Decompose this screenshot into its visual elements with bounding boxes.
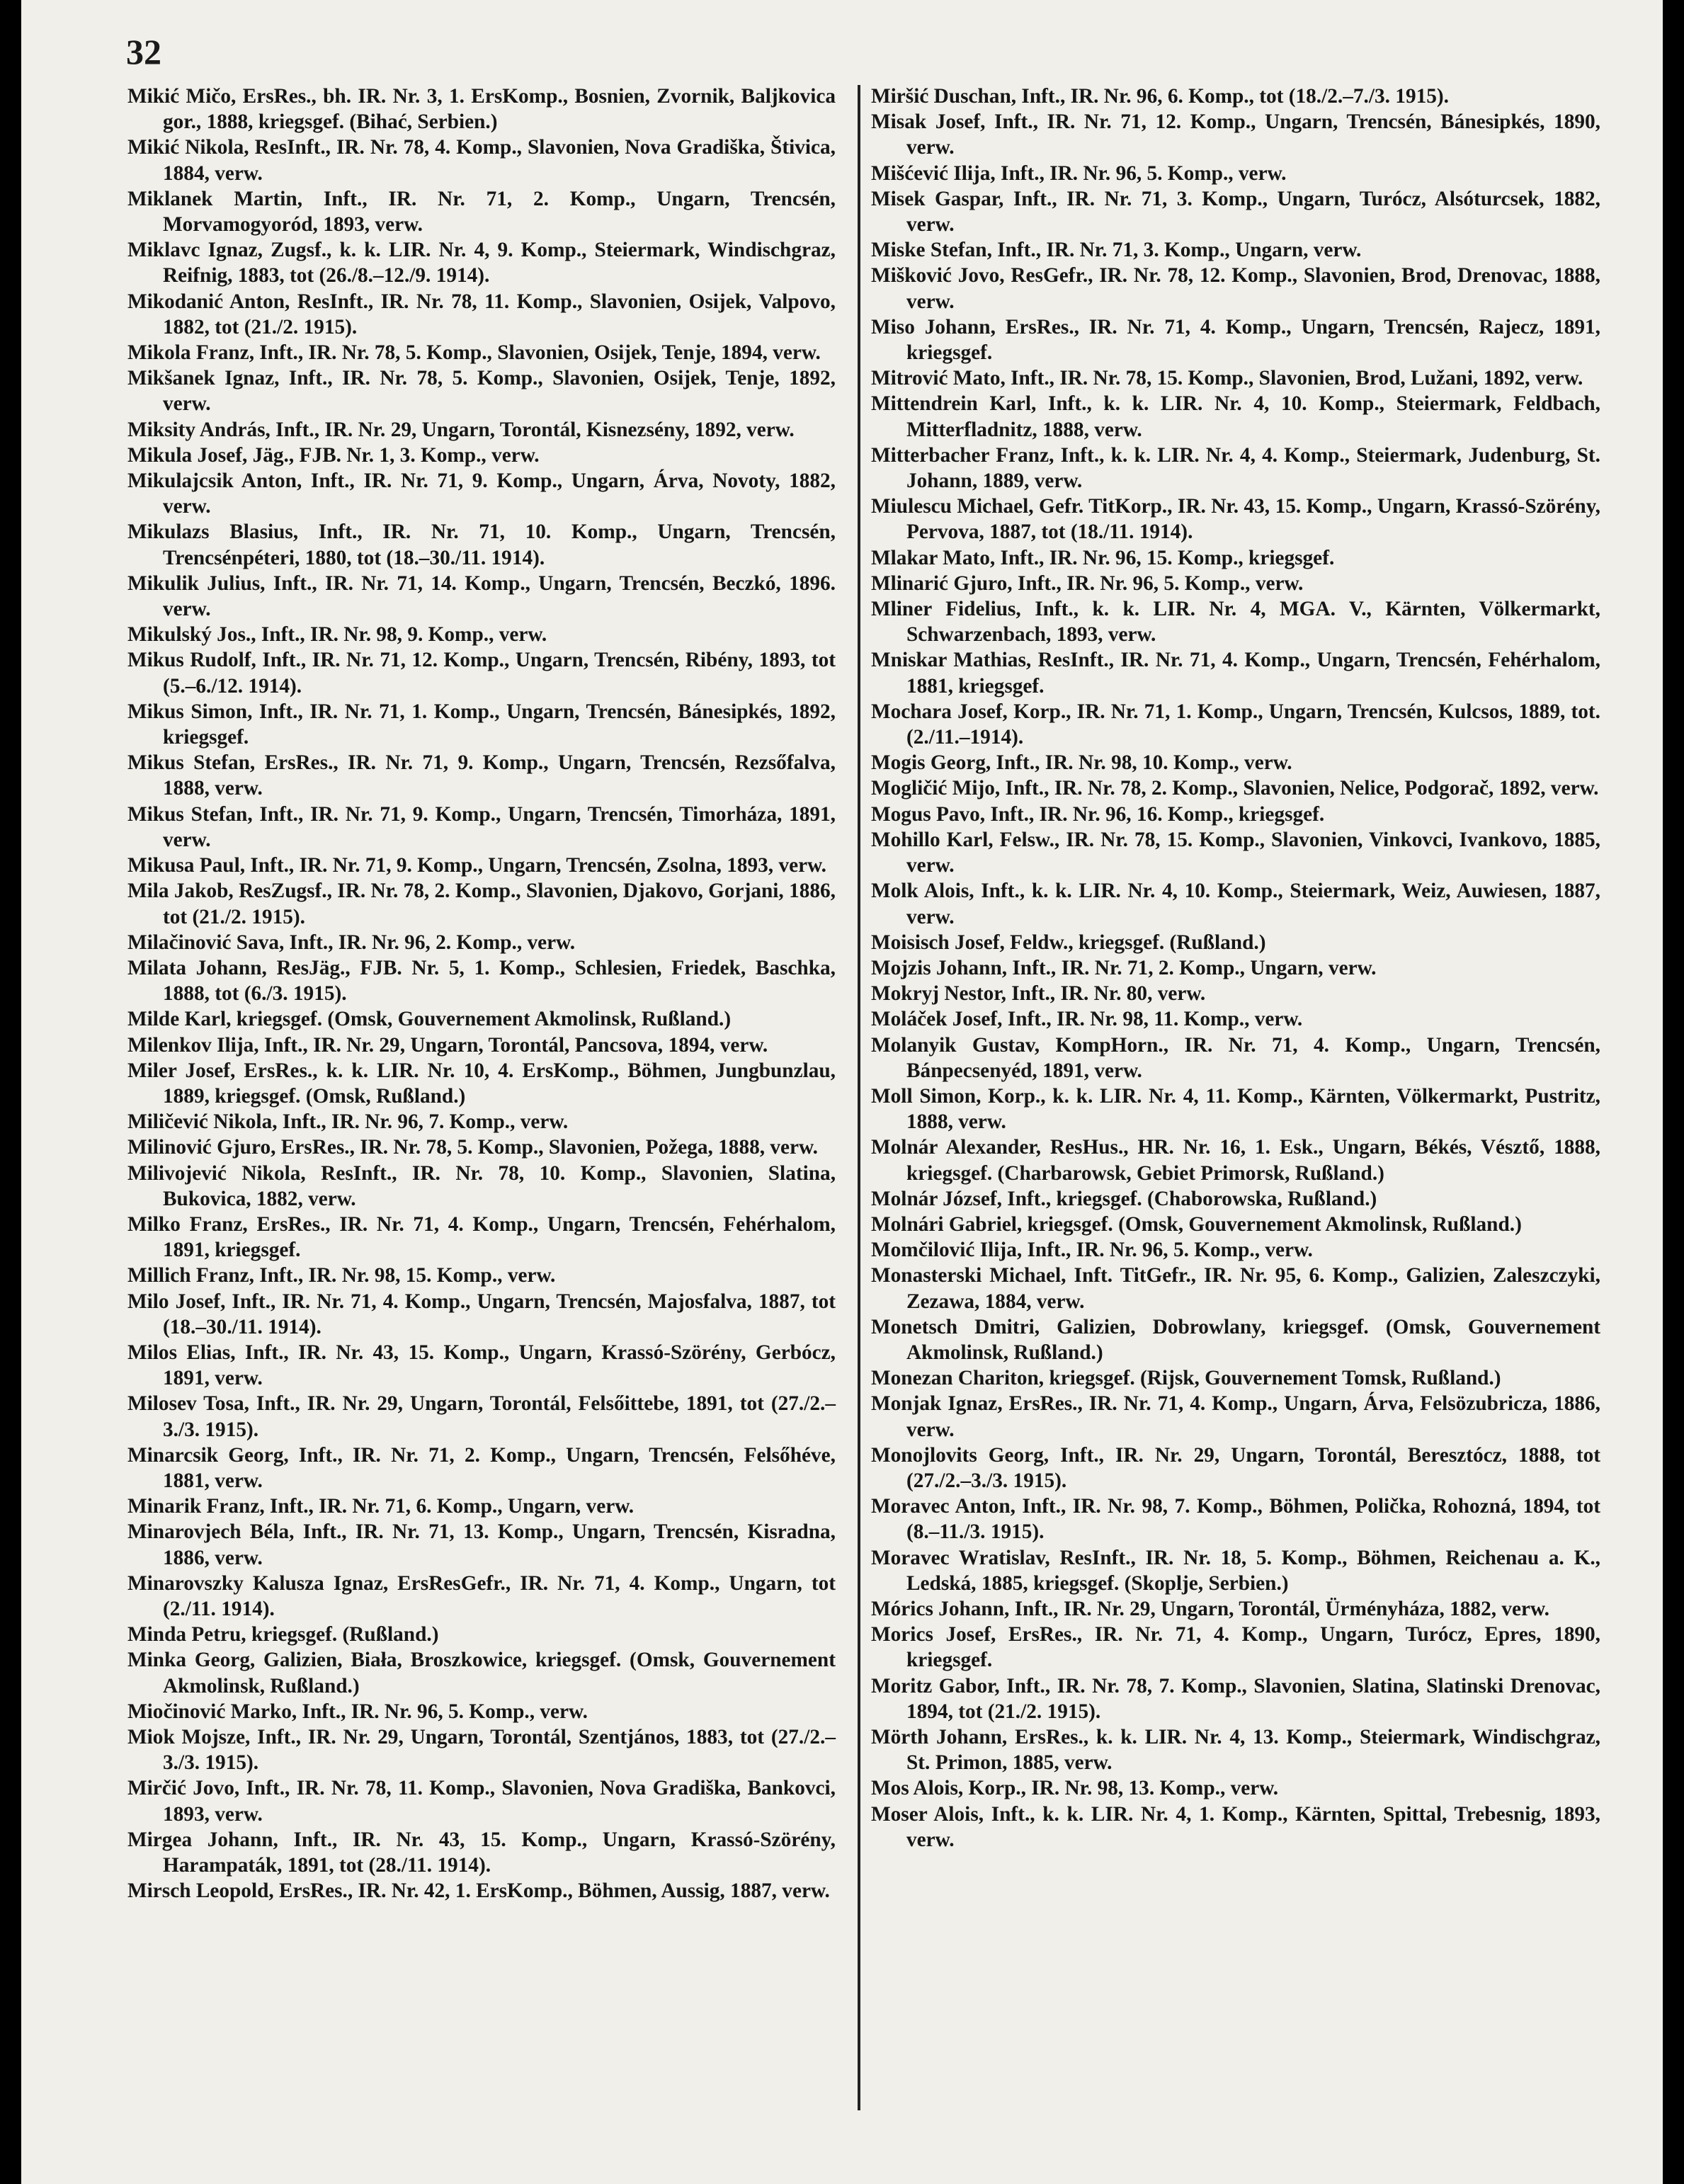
- entry-details: Inft., IR. Nr. 71, 3. Komp., Ungarn, Turócz, Alsóturcsek, 1882, verw.: [906, 187, 1600, 237]
- entry-name: Mikus Simon,: [127, 700, 253, 723]
- list-entry: [871, 1724, 1600, 1775]
- entry-name: Mikulajcsik Anton,: [127, 470, 302, 493]
- list-entry: [127, 1622, 836, 1647]
- list-entry: [871, 955, 1600, 981]
- entry-name: Momčilović Ilija,: [871, 1239, 1023, 1262]
- entry-name: Molnár József,: [871, 1187, 1002, 1210]
- list-entry: [127, 955, 836, 1006]
- entry-name: Monojlovits Georg,: [871, 1443, 1049, 1467]
- list-entry: [871, 1443, 1600, 1494]
- entry-name: Moritz Gabor,: [871, 1674, 1000, 1697]
- list-entry: [871, 314, 1600, 365]
- entry-name: Miulescu Michael,: [871, 495, 1034, 518]
- list-entry: [871, 930, 1600, 955]
- list-entry: [871, 1802, 1600, 1853]
- list-entry: [871, 775, 1600, 801]
- entry-name: Mogličić Mijo,: [871, 777, 1001, 800]
- entry-details: Inft., IR. Nr. 96, 5. Komp., verw.: [297, 1700, 588, 1723]
- entry-name: Morics Josef,: [871, 1623, 996, 1646]
- list-entry: [127, 1878, 836, 1904]
- entry-details: Inft., IR. Nr. 71, 9. Komp., Ungarn, Árva, Novoty, 1882, verw.: [163, 470, 836, 518]
- list-entry: [871, 545, 1600, 571]
- entry-name: Mórics Johann,: [871, 1597, 1010, 1620]
- list-entry: [127, 571, 836, 622]
- entry-details: ErsResGefr., IR. Nr. 71, 4. Komp., Ungarn, tot (2./11. 1914).: [163, 1571, 836, 1620]
- entry-name: Millich Franz,: [127, 1264, 254, 1287]
- list-entry: [871, 1263, 1600, 1314]
- list-entry: [127, 237, 836, 288]
- entry-name: Moravec Anton,: [871, 1495, 1015, 1518]
- list-entry: [871, 596, 1600, 647]
- list-entry: [127, 1724, 836, 1775]
- entry-name: Mikodanić Anton,: [127, 290, 290, 313]
- entry-details: Inft., k. k. LIR. Nr. 4, 10. Komp., Steiermark, Feldbach, Mitterfladnitz, 1888, verw.: [906, 392, 1600, 441]
- list-entry: [871, 161, 1600, 186]
- entry-details: kriegsgef. (Omsk, Gouvernement Akmolinsk, Rußland.): [1022, 1212, 1522, 1236]
- entry-name: Minarovszky Kalusza Ignaz,: [127, 1571, 389, 1595]
- entry-name: Monezan Chariton,: [871, 1367, 1045, 1390]
- entry-details: Inft., IR. Nr. 78, 2. Komp., Slavonien, Nelice, Podgorač, 1892, verw.: [1000, 777, 1599, 800]
- list-entry: [871, 1365, 1600, 1391]
- page-number: 32: [126, 32, 161, 72]
- entry-details: Inft., IR. Nr. 29, Ungarn, Torontál, Beresztócz, 1888, tot (27./2.–3./3. 1915).: [906, 1443, 1600, 1492]
- entry-details: ErsRes., k. k. LIR. Nr. 10, 4. ErsKomp., Böhmen, Jungbunzlau, 1889, kriegsgef. (Omsk, Rußland.): [163, 1059, 836, 1108]
- entry-name: Mogis Georg,: [871, 751, 991, 775]
- list-entry: [127, 930, 836, 955]
- entry-name: Molk Alois,: [871, 880, 974, 903]
- entry-details: Inft., IR. Nr. 71, 1. Komp., Ungarn, Trencsén, Bánesipkés, 1892, kriegsgef.: [163, 700, 836, 749]
- entry-details: ErsRes., IR. Nr. 71, 4. Komp., Ungarn, Trencsén, Fehérhalom, 1891, kriegsgef.: [163, 1212, 836, 1262]
- entry-details: ResInft., IR. Nr. 78, 10. Komp., Slavonien, Slatina, Bukovica, 1882, verw.: [163, 1161, 836, 1210]
- entry-name: Mitrović Mato,: [871, 367, 1006, 390]
- entry-name: Miličević Nikola,: [127, 1110, 278, 1134]
- entry-name: Miklanek Martin,: [127, 187, 303, 210]
- list-entry: [871, 237, 1600, 263]
- entry-name: Moisisch Josef,: [871, 931, 1005, 954]
- list-entry: [871, 1186, 1600, 1212]
- entry-name: Mikić Mičo,: [127, 85, 237, 108]
- list-entry: [871, 878, 1600, 929]
- entry-details: Korp., IR. Nr. 98, 13. Komp., verw.: [963, 1777, 1279, 1800]
- entry-name: Mokryj Nestor,: [871, 982, 1006, 1006]
- list-entry: [871, 1212, 1600, 1237]
- entry-details: ResInft., IR. Nr. 78, 4. Komp., Slavonien, Nova Gradiška, Štivica, 1884, verw.: [163, 136, 836, 185]
- list-entry: [871, 571, 1600, 596]
- entry-name: Miršić Duschan,: [871, 85, 1017, 108]
- entry-name: Mikić Nikola,: [127, 136, 249, 159]
- entry-name: Moser Alois,: [871, 1802, 984, 1826]
- entry-name: Minarcsik Georg,: [127, 1443, 289, 1467]
- entry-details: Inft., IR. Nr. 96, 5. Komp., verw.: [1022, 1239, 1313, 1262]
- entry-details: Zugsf., k. k. LIR. Nr. 4, 9. Komp., Steiermark, Windischgraz, Reifnig, 1883, tot (26./8.–12./9. 1914).: [163, 239, 836, 288]
- entry-name: Milačinović Sava,: [127, 931, 285, 954]
- entry-details: Inft., k. k. LIR. Nr. 4, 10. Komp., Steiermark, Weiz, Auwiesen, 1887, verw.: [906, 880, 1600, 928]
- list-entry: [127, 878, 836, 929]
- entry-details: Inft., IR. Nr. 96, 16. Komp., kriegsgef.: [985, 802, 1325, 826]
- entry-details: Inft., IR. Nr. 96, 5. Komp., verw.: [1012, 571, 1304, 595]
- entry-details: ErsRes., bh. IR. Nr. 3, 1. ErsKomp., Bosnien, Zvornik, Baljkovica gor., 1888, kriegsgef. (Bihać, Serbien.): [163, 85, 836, 134]
- list-entry: [127, 1006, 836, 1032]
- entry-name: Miler Josef,: [127, 1059, 236, 1082]
- entry-name: Misak Josef,: [871, 110, 986, 134]
- list-entry: [871, 1084, 1600, 1134]
- entry-name: Miske Stefan,: [871, 239, 992, 262]
- entry-name: Mikulský Jos.,: [127, 623, 256, 647]
- entry-details: Inft., IR. Nr. 71, 4. Komp., Ungarn, Trencsén, Majosfalva, 1887, tot (18.–30./11. 1914).: [163, 1290, 836, 1338]
- entry-name: Mochara Josef,: [871, 700, 1008, 723]
- entry-details: Inft., IR. Nr. 71, 12. Komp., Ungarn, Trencsén, Bánesipkés, 1890, verw.: [906, 110, 1600, 159]
- entry-details: Korp., k. k. LIR. Nr. 4, 11. Komp., Kärnten, Völkermarkt, Pustritz, 1888, verw.: [906, 1084, 1600, 1134]
- right-column: [871, 84, 1600, 1853]
- entry-name: Mitterbacher Franz,: [871, 443, 1054, 467]
- entry-name: Monasterski Michael,: [871, 1264, 1066, 1287]
- entry-details: ErsRes., IR. Nr. 78, 5. Komp., Slavonien, Požega, 1888, verw.: [275, 1136, 818, 1159]
- list-entry: [127, 647, 836, 698]
- entry-details: Inft., IR. Nr. 78, 5. Komp., Slavonien, Osijek, Tenje, 1892, verw.: [163, 367, 836, 416]
- entry-details: Inft., IR. Nr. 71, 10. Komp., Ungarn, Trencsén, Trencsénpéteri, 1880, tot (18.–30./11. 1914).: [163, 521, 836, 569]
- entry-name: Milos Elias,: [127, 1341, 236, 1364]
- entry-name: Monetsch Dmitri,: [871, 1315, 1040, 1338]
- list-entry: [127, 84, 836, 135]
- entry-name: Mikola Franz,: [127, 341, 255, 365]
- entry-name: Mikulazs Blasius,: [127, 521, 299, 544]
- list-entry: [127, 853, 836, 878]
- entry-name: Miočinović Marko,: [127, 1700, 297, 1723]
- list-entry: [871, 186, 1600, 237]
- entry-name: Minda Petru,: [127, 1623, 246, 1646]
- entry-details: Inft., IR. Nr. 98, 10. Komp., verw.: [991, 751, 1292, 775]
- list-entry: [871, 750, 1600, 775]
- entry-details: ResJäg., FJB. Nr. 5, 1. Komp., Schlesien, Friedek, Baschka, 1888, tot (6./3. 1915).: [163, 956, 836, 1006]
- list-entry: [127, 1161, 836, 1212]
- entry-details: ErsRes., IR. Nr. 42, 1. ErsKomp., Böhmen, Aussig, 1887, verw.: [273, 1879, 830, 1903]
- list-entry: [127, 340, 836, 365]
- list-entry: [127, 1289, 836, 1340]
- entry-name: Mikus Stefan,: [127, 802, 253, 826]
- entry-details: Inft., IR. Nr. 29, Ungarn, Torontál, Kisnezsény, 1892, verw.: [270, 418, 795, 441]
- entry-details: Inft. TitGefr., IR. Nr. 95, 6. Komp., Galizien, Zaleszczyki, Zezawa, 1884, verw.: [906, 1264, 1600, 1313]
- entry-name: Mörth Johann,: [871, 1726, 1008, 1748]
- list-entry: [127, 135, 836, 186]
- document-page: [21, 0, 1663, 2184]
- entry-name: Mlakar Mato,: [871, 546, 996, 569]
- entry-name: Mikus Stefan,: [127, 751, 256, 775]
- list-entry: [871, 827, 1600, 878]
- list-entry: [871, 1775, 1600, 1801]
- entry-name: Misek Gaspar,: [871, 187, 1004, 210]
- entry-details: ResInft., IR. Nr. 78, 11. Komp., Slavonien, Osijek, Valpovo, 1882, tot (21./2. 1915).: [163, 290, 836, 339]
- entry-details: Inft., IR. Nr. 96, 5. Komp., verw.: [995, 161, 1287, 185]
- entry-details: Feldw., kriegsgef. (Rußland.): [1004, 931, 1266, 954]
- entry-details: Inft., IR. Nr. 96, 2. Komp., verw.: [284, 931, 576, 954]
- entry-details: Inft., IR. Nr. 29, Ungarn, Torontál, Ürményháza, 1882, verw.: [1009, 1597, 1549, 1620]
- entry-name: Mojzis Johann,: [871, 956, 1008, 979]
- entry-details: Inft., k. k. LIR. Nr. 4, 4. Komp., Steiermark, Judenburg, St. Johann, 1889, verw.: [906, 443, 1600, 493]
- entry-details: Inft., IR. Nr. 43, 15. Komp., Ungarn, Krassó-Szörény, Harampaták, 1891, tot (28./11. 1914).: [163, 1828, 836, 1877]
- entry-details: Inft., IR. Nr. 96, 15. Komp., kriegsgef.: [995, 546, 1335, 569]
- entry-details: Inft., IR. Nr. 71, 3. Komp., Ungarn, verw.: [991, 239, 1362, 262]
- list-entry: [127, 1058, 836, 1109]
- list-entry: [127, 1647, 836, 1698]
- entry-details: ResHus., HR. Nr. 16, 1. Esk., Ungarn, Békés, Vésztő, 1888, kriegsgef. (Charbarowsk, Gebiet Primorsk, Rußland.): [906, 1136, 1600, 1185]
- entry-name: Minarik Franz,: [127, 1495, 265, 1518]
- list-entry: [871, 802, 1600, 827]
- list-entry: [871, 494, 1600, 545]
- list-entry: [127, 443, 836, 468]
- entry-name: Minka Georg,: [127, 1649, 256, 1672]
- entry-details: ErsRes., IR. Nr. 71, 4. Komp., Ungarn, Trencsén, Rajecz, 1891, kriegsgef.: [906, 315, 1600, 365]
- list-entry: [127, 1134, 836, 1160]
- entry-name: Mos Alois,: [871, 1777, 964, 1800]
- entry-details: ResInft., IR. Nr. 18, 5. Komp., Böhmen, Reichenau a. K., Ledská, 1885, kriegsgef. (Skoplje, Serbien.): [906, 1546, 1601, 1595]
- entry-name: Mišković Jovo,: [871, 264, 1005, 288]
- entry-details: Inft., IR. Nr. 78, 7. Komp., Slavonien, Slatina, Slatinski Drenovac, 1894, tot (21./2. 1915).: [906, 1674, 1601, 1723]
- entry-details: Inft., IR. Nr. 80, verw.: [1006, 982, 1206, 1006]
- list-entry: [871, 109, 1600, 160]
- entry-name: Milenkov Ilija,: [127, 1033, 259, 1057]
- list-entry: [127, 1391, 836, 1442]
- column-divider: [858, 85, 860, 2110]
- list-entry: [127, 289, 836, 340]
- entry-details: Galizien, Biała, Broszkowice, kriegsgef. (Omsk, Gouvernement Akmolinsk, Rußland.): [163, 1649, 836, 1697]
- entry-name: Molnár Alexander,: [871, 1136, 1041, 1159]
- entry-details: Inft., IR. Nr. 71, 6. Komp., Ungarn, verw.: [264, 1495, 635, 1518]
- entry-details: ResGefr., IR. Nr. 78, 12. Komp., Slavonien, Brod, Drenovac, 1888, verw.: [906, 264, 1600, 313]
- list-entry: [127, 1033, 836, 1058]
- entry-name: Miklavc Ignaz,: [127, 239, 263, 262]
- entry-name: Moravec Wratislav,: [871, 1546, 1050, 1569]
- entry-name: Monjak Ignaz,: [871, 1392, 1003, 1416]
- entry-name: Mikulik Julius,: [127, 571, 266, 595]
- list-entry: [871, 647, 1600, 698]
- entry-name: Mogus Pavo,: [871, 802, 986, 826]
- entry-details: Inft., IR. Nr. 71, 2. Komp., Ungarn, verw.: [1007, 956, 1377, 979]
- list-entry: [871, 1622, 1600, 1673]
- list-entry: [871, 84, 1600, 109]
- entry-details: ResZugsf., IR. Nr. 78, 2. Komp., Slavonien, Djakovo, Gorjani, 1886, tot (21./2. 1915).: [163, 880, 836, 928]
- entry-name: Mirsch Leopold,: [127, 1879, 274, 1903]
- entry-name: Milata Johann,: [127, 956, 267, 979]
- entry-details: Inft., IR. Nr. 98, 7. Komp., Böhmen, Polička, Rohozná, 1894, tot (8.–11./3. 1915).: [906, 1495, 1600, 1544]
- left-column: [127, 84, 836, 1904]
- list-entry: [127, 1443, 836, 1494]
- entry-details: Inft., IR. Nr. 98, 11. Komp., verw.: [1002, 1008, 1303, 1031]
- entry-name: Milinović Gjuro,: [127, 1136, 276, 1159]
- entry-name: Miksity András,: [127, 418, 271, 441]
- entry-name: Mniskar Mathias,: [871, 649, 1032, 672]
- entry-name: Mlinarić Gjuro,: [871, 571, 1013, 595]
- entry-details: Felsw., IR. Nr. 78, 15. Komp., Slavonien, Vinkovci, Ivankovo, 1885, verw.: [906, 828, 1601, 877]
- entry-details: Inft., IR. Nr. 29, Ungarn, Torontál, Pancsova, 1894, verw.: [258, 1033, 768, 1057]
- entry-name: Milosev Tosa,: [127, 1392, 249, 1416]
- entry-details: Inft., IR. Nr. 71, 9. Komp., Ungarn, Trencsén, Timorháza, 1891, verw.: [163, 802, 836, 851]
- entry-name: Milko Franz,: [127, 1212, 248, 1236]
- list-entry: [871, 1033, 1600, 1084]
- entry-name: Miok Mojsze,: [127, 1726, 251, 1748]
- list-entry: [871, 263, 1600, 314]
- list-entry: [127, 1699, 836, 1724]
- entry-details: Inft., kriegsgef. (Chaborowska, Rußland.): [1001, 1187, 1377, 1210]
- entry-name: Mirgea Johann,: [127, 1828, 278, 1851]
- list-entry: [871, 443, 1600, 494]
- list-entry: [871, 365, 1600, 391]
- list-entry: [871, 1596, 1600, 1622]
- entry-details: kriegsgef. (Rijsk, Gouvernement Tomsk, Rußland.): [1044, 1367, 1501, 1390]
- list-entry: [871, 1545, 1600, 1596]
- list-entry: [871, 1237, 1600, 1263]
- entry-details: kriegsgef. (Omsk, Gouvernement Akmolinsk, Rußland.): [231, 1008, 732, 1031]
- list-entry: [871, 1391, 1600, 1442]
- entry-details: Inft., IR. Nr. 43, 15. Komp., Ungarn, Krassó-Szörény, Gerbócz, 1891, verw.: [163, 1341, 836, 1390]
- entry-details: ResInft., IR. Nr. 71, 4. Komp., Ungarn, Trencsén, Fehérhalom, 1881, kriegsgef.: [906, 649, 1600, 698]
- entry-name: Mila Jakob,: [127, 880, 234, 903]
- entry-details: Jäg., FJB. Nr. 1, 3. Komp., verw.: [247, 443, 540, 467]
- list-entry: [127, 622, 836, 647]
- entry-details: Inft., IR. Nr. 71, 14. Komp., Ungarn, Trencsén, Beczkó, 1896. verw.: [163, 571, 836, 621]
- entry-name: Mliner Fidelius,: [871, 598, 1021, 621]
- list-entry: [127, 417, 836, 443]
- list-entry: [871, 699, 1600, 750]
- entry-name: Miso Johann,: [871, 315, 996, 339]
- entry-name: Molnári Gabriel,: [871, 1212, 1023, 1236]
- entry-details: Inft., IR. Nr. 71, 12. Komp., Ungarn, Trencsén, Ribény, 1893, tot (5.–6./12. 1914).: [163, 649, 836, 698]
- entry-details: Inft., IR. Nr. 78, 11. Komp., Slavonien, Nova Gradiška, Bankovci, 1893, verw.: [163, 1777, 836, 1826]
- entry-details: Galizien, Dobrowlany, kriegsgef. (Omsk, Gouvernement Akmolinsk, Rußland.): [906, 1315, 1600, 1364]
- list-entry: [127, 1519, 836, 1570]
- entry-details: Inft., IR. Nr. 96, 7. Komp., verw.: [277, 1110, 569, 1134]
- list-entry: [871, 1494, 1600, 1545]
- list-entry: [871, 1673, 1600, 1724]
- entry-name: Moláček Josef,: [871, 1008, 1003, 1031]
- list-entry: [127, 1263, 836, 1288]
- entry-details: Korp., IR. Nr. 71, 1. Komp., Ungarn, Trencsén, Kulcsos, 1889, tot. (2./11.–1914).: [906, 700, 1600, 749]
- list-entry: [127, 365, 836, 416]
- entry-name: Mišćević Ilija,: [871, 161, 996, 185]
- entry-details: Inft., IR. Nr. 71, 2. Komp., Ungarn, Trencsén, Morvamogyoród, 1893, verw.: [163, 187, 836, 237]
- list-entry: [127, 468, 836, 519]
- entry-name: Minarovjech Béla,: [127, 1520, 295, 1544]
- entry-name: Mikus Rudolf,: [127, 649, 256, 672]
- entry-details: ErsRes., k. k. LIR. Nr. 4, 13. Komp., Steiermark, Windischgraz, St. Primon, 1885, verw.: [906, 1726, 1600, 1775]
- entry-name: Molanyik Gustav,: [871, 1033, 1040, 1057]
- entry-name: Milivojević Nikola,: [127, 1161, 306, 1185]
- list-entry: [127, 1571, 836, 1622]
- list-entry: [127, 186, 836, 237]
- entry-name: Milo Josef,: [127, 1290, 226, 1313]
- list-entry: [127, 1827, 836, 1878]
- entry-details: Inft., k. k. LIR. Nr. 4, MGA. V., Kärnten, Völkermarkt, Schwarzenbach, 1893, verw.: [906, 598, 1600, 647]
- entry-details: Inft., IR. Nr. 71, 9. Komp., Ungarn, Trencsén, Zsolna, 1893, verw.: [245, 854, 826, 877]
- entry-name: Mikusa Paul,: [127, 854, 246, 877]
- entry-name: Moll Simon,: [871, 1084, 982, 1108]
- entry-details: Inft., IR. Nr. 78, 15. Komp., Slavonien, Brod, Lužani, 1892, verw.: [1005, 367, 1583, 390]
- list-entry: [127, 1340, 836, 1391]
- list-entry: [127, 1212, 836, 1263]
- list-entry: [127, 1109, 836, 1134]
- entry-details: Inft., IR. Nr. 71, 13. Komp., Ungarn, Trencsén, Kisradna, 1886, verw.: [163, 1520, 836, 1569]
- list-entry: [127, 1775, 836, 1826]
- entry-details: Inft., IR. Nr. 98, 15. Komp., verw.: [254, 1264, 556, 1287]
- list-entry: [127, 699, 836, 750]
- entry-details: Inft., IR. Nr. 29, Ungarn, Torontál, Szentjános, 1883, tot (27./2.–3./3. 1915).: [163, 1726, 836, 1775]
- list-entry: [127, 802, 836, 853]
- entry-details: Inft., IR. Nr. 71, 2. Komp., Ungarn, Trencsén, Felsőhéve, 1881, verw.: [163, 1443, 836, 1492]
- entry-name: Mikula Josef,: [127, 443, 248, 467]
- entry-details: ErsRes., IR. Nr. 71, 9. Komp., Ungarn, Trencsén, Rezsőfalva, 1888, verw.: [163, 751, 836, 800]
- entry-details: ErsRes., IR. Nr. 71, 4. Komp., Ungarn, Árva, Felsözubricza, 1886, verw.: [906, 1392, 1600, 1441]
- list-entry: [127, 1494, 836, 1519]
- list-entry: [871, 1314, 1600, 1365]
- entry-details: kriegsgef. (Rußland.): [246, 1623, 439, 1646]
- entry-details: Inft., IR. Nr. 98, 9. Komp., verw.: [256, 623, 547, 647]
- entry-details: Inft., IR. Nr. 29, Ungarn, Torontál, Felsőittebe, 1891, tot (27./2.–3./3. 1915).: [163, 1392, 836, 1441]
- list-entry: [871, 981, 1600, 1006]
- entry-name: Mohillo Karl,: [871, 828, 994, 851]
- list-entry: [127, 750, 836, 801]
- entry-name: Milde Karl,: [127, 1008, 232, 1031]
- list-entry: [871, 1006, 1600, 1032]
- list-entry: [871, 1134, 1600, 1185]
- entry-details: Gefr. TitKorp., IR. Nr. 43, 15. Komp., Ungarn, Krassó-Szörény, Pervova, 1887, tot (18./11. 1914).: [906, 495, 1600, 544]
- entry-details: Inft., IR. Nr. 96, 6. Komp., tot (18./2.–7./3. 1915).: [1016, 85, 1449, 108]
- entry-name: Mittendrein Karl,: [871, 392, 1037, 416]
- list-entry: [127, 519, 836, 570]
- entry-details: Inft., IR. Nr. 78, 5. Komp., Slavonien, Osijek, Tenje, 1894, verw.: [254, 341, 821, 365]
- entry-name: Mikšanek Ignaz,: [127, 367, 280, 390]
- entry-name: Mirčić Jovo,: [127, 1777, 240, 1800]
- entry-details: Inft., k. k. LIR. Nr. 4, 1. Komp., Kärnten, Spittal, Trebesnig, 1893, verw.: [906, 1802, 1601, 1851]
- entry-details: KompHorn., IR. Nr. 71, 4. Komp., Ungarn, Trencsén, Bánpecsenyéd, 1891, verw.: [906, 1033, 1601, 1082]
- entry-details: ErsRes., IR. Nr. 71, 4. Komp., Ungarn, Turócz, Epres, 1890, kriegsgef.: [906, 1623, 1600, 1672]
- list-entry: [871, 391, 1600, 442]
